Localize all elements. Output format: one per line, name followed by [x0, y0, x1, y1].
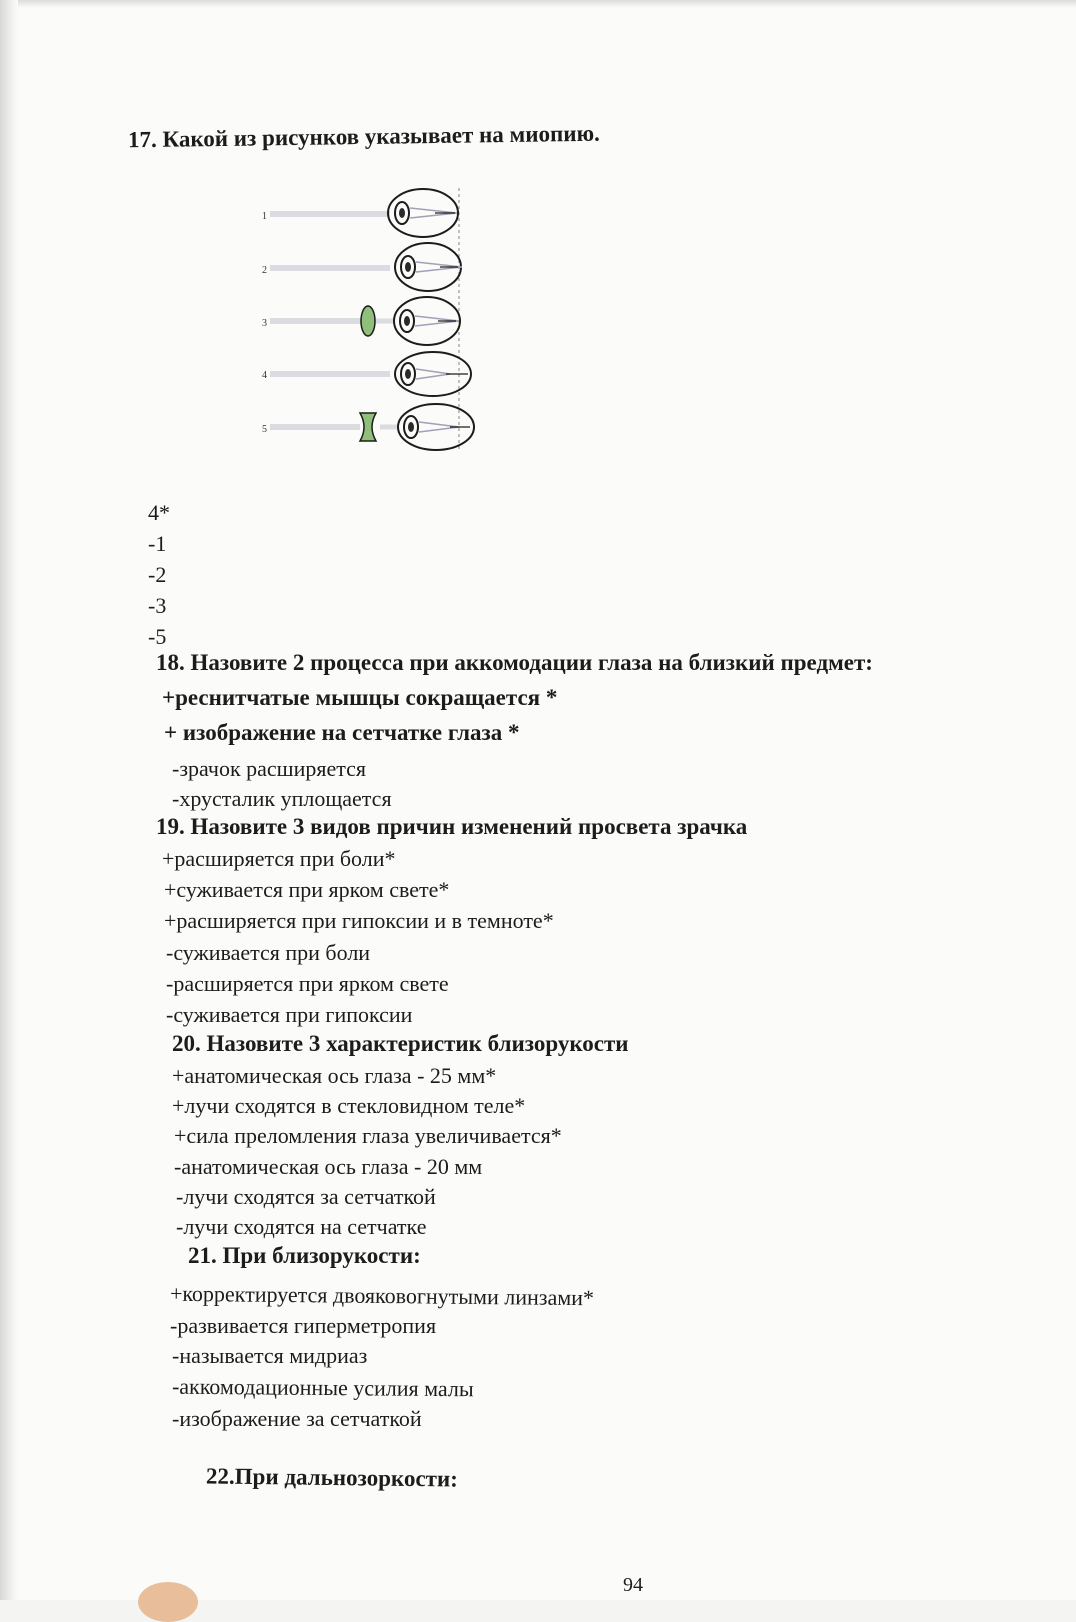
figure-label-2: 2	[262, 265, 267, 276]
q18-answer-3: -зрачок расширяется	[172, 756, 367, 781]
q19-answer-4: -суживается при боли	[166, 940, 371, 965]
figure-label-5: 5	[262, 424, 267, 435]
scan-corner-mark	[138, 1582, 198, 1622]
q21-answer-1: +корректируется двояковогнутыми линзами*	[169, 1280, 595, 1311]
q21-answer-3: -называется мидриаз	[172, 1343, 368, 1368]
q20-answer-6: -лучи сходятся на сетчатке	[176, 1214, 427, 1239]
question-21-title: 21. При близорукости:	[188, 1243, 421, 1268]
q19-answer-3: +расширяется при гипоксии и в темноте*	[164, 908, 554, 933]
q18-answer-1: +реснитчатые мышцы сокращается *	[162, 685, 558, 710]
eye-diagram-5	[262, 404, 474, 450]
q18-answer-2: + изображение на сетчатке глаза *	[164, 720, 520, 745]
q17-answer-1: 4*	[148, 500, 170, 525]
q21-answer-4: -аккомодационные усилия малы	[171, 1373, 474, 1402]
eye-diagram-2	[262, 243, 462, 291]
figure-label-4: 4	[262, 370, 267, 381]
question-19-title: 19. Назовите 3 видов причин изменений просвета зрачка	[156, 814, 748, 839]
scan-left-edge	[0, 0, 18, 1600]
q17-answer-3: -2	[148, 562, 167, 587]
question-17-title: 17. Какой из рисунков указывает на миопию.	[127, 120, 601, 153]
page-number: 94	[623, 1574, 643, 1596]
q18-answer-4: -хрусталик уплощается	[172, 786, 392, 811]
q21-answer-5: -изображение за сетчаткой	[172, 1406, 422, 1431]
q19-answer-2: +суживается при ярком свете*	[164, 877, 450, 902]
q19-answer-5: -расширяется при ярком свете	[166, 971, 449, 996]
q17-answer-5: -5	[148, 624, 167, 649]
figure-label-1: 1	[262, 211, 267, 222]
q21-answer-2: -развивается гиперметропия	[170, 1313, 437, 1338]
q19-answer-6: -суживается при гипоксии	[166, 1002, 413, 1027]
q20-answer-4: -анатомическая ось глаза - 20 мм	[174, 1154, 483, 1179]
q17-answer-4: -3	[148, 593, 167, 618]
q20-answer-2: +лучи сходятся в стекловидном теле*	[172, 1093, 526, 1118]
q19-answer-1: +расширяется при боли*	[162, 846, 396, 871]
concave-lens	[360, 413, 376, 441]
question-22-title: 22.При дальнозоркости:	[205, 1463, 459, 1492]
eye-diagrams-figure	[250, 178, 500, 468]
figure-label-3: 3	[262, 318, 267, 329]
eye-diagram-3	[262, 297, 460, 345]
question-20-title: 20. Назовите 3 характеристик близорукости	[172, 1031, 629, 1056]
q20-answer-1: +анатомическая ось глаза - 25 мм*	[172, 1063, 497, 1088]
scan-top-edge	[0, 0, 1076, 8]
convex-lens	[361, 306, 375, 336]
eye-diagram-4	[262, 352, 471, 396]
question-18-title: 18. Назовите 2 процесса при аккомодации глаза на близкий предмет:	[156, 650, 873, 675]
q20-answer-5: -лучи сходятся за сетчаткой	[176, 1184, 436, 1209]
q17-answer-2: -1	[148, 531, 167, 556]
q20-answer-3: +сила преломления глаза увеличивается*	[174, 1123, 562, 1148]
eye-diagram-1	[262, 189, 458, 237]
